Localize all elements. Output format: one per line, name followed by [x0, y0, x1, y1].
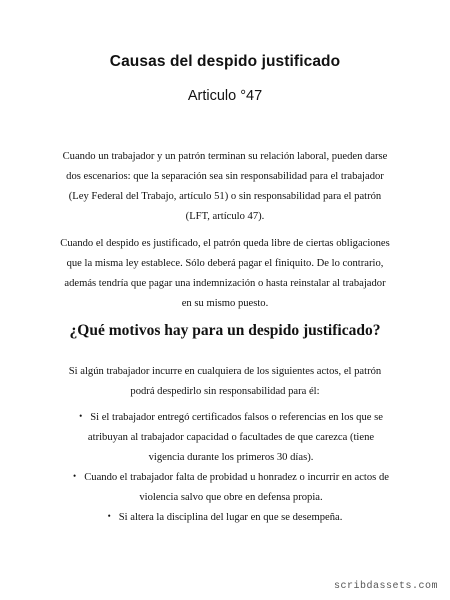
bullet-icon: •: [79, 411, 83, 421]
paragraph-reasons-intro: Si algún trabajador incurre en cualquiera de los siguientes actos, el patrón podrá despedirlo sin responsabilidad para él:: [68, 366, 382, 397]
list-item-text: Cuando el trabajador falta de probidad u honradez o incurrir en actos de violencia salvo que obre en defensa propia.: [84, 472, 389, 503]
page-title: Causas del despido justificado: [109, 53, 341, 70]
watermark: scribdassets.com: [333, 581, 438, 592]
section-heading: ¿Qué motivos hay para un despido justificado?: [69, 322, 381, 339]
paragraph-justified-dismissal: Cuando el despido es justificado, el patrón queda libre de ciertas obligaciones que la misma ley establece. Sólo deberá pagar el finiquito. De lo contrario, además tendría que pagar una indemnización o hasta reinstalar al trabajador en su mismo puesto.: [60, 238, 390, 309]
bullet-icon: •: [73, 471, 77, 481]
list-item: [60, 506, 390, 528]
list-item-text: Si altera la disciplina del lugar en que se desempeña.: [118, 512, 343, 523]
list-item: [72, 406, 390, 468]
page-subtitle: Articulo °47: [187, 88, 263, 104]
list-item-text: Si el trabajador entregó certificados falsos o referencias en los que se atribuyan al trabajador capacidad o facultades de que carezca (tiene vigencia durante los primeros 30 días).: [87, 412, 383, 463]
paragraph-intro-relation: Cuando un trabajador y un patrón terminan su relación laboral, pueden darse dos escenarios: que la separación sea sin responsabilidad para el trabajador (Ley Federal del Trabajo, artículo 51) o sin responsabilidad para el patrón (LFT, artículo 47).: [62, 151, 388, 222]
bullet-icon: •: [107, 511, 111, 521]
list-item: [70, 466, 392, 508]
